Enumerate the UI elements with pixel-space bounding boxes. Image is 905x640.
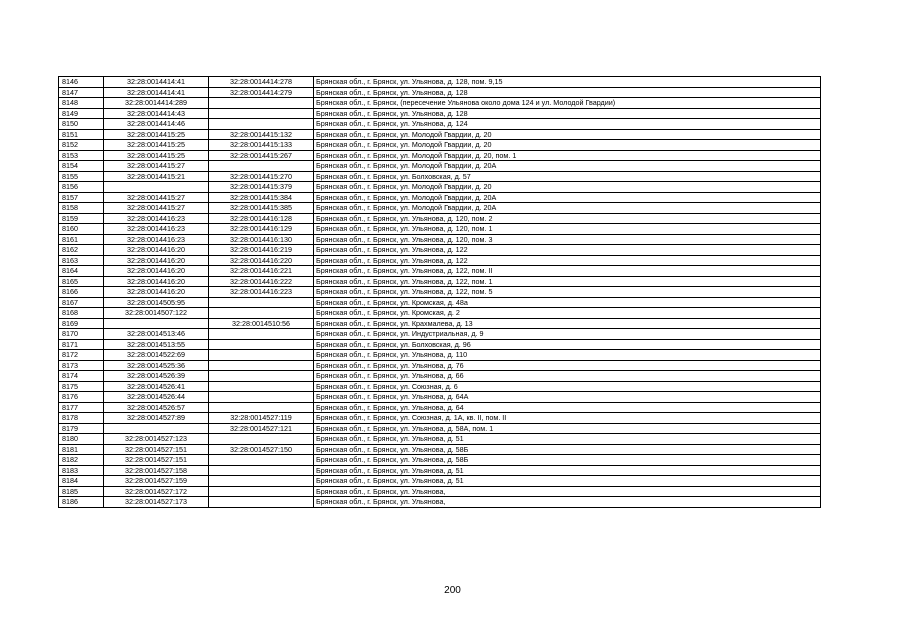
building-cadastral-number-cell: 32:28:0014510:56 [209,318,314,329]
building-cadastral-number-cell: 32:28:0014416:129 [209,224,314,235]
row-number-cell: 8167 [59,297,104,308]
row-number-cell: 8175 [59,381,104,392]
address-cell: Брянская обл., г. Брянск, ул. Ульянова, д. 64А [314,392,821,403]
land-cadastral-number-cell: 32:28:0014416:20 [104,266,209,277]
land-cadastral-number-cell: 32:28:0014513:46 [104,329,209,340]
address-cell: Брянская обл., г. Брянск, ул. Ульянова, д. 124 [314,119,821,130]
land-cadastral-number-cell: 32:28:0014416:20 [104,245,209,256]
row-number-cell: 8152 [59,140,104,151]
row-number-cell: 8182 [59,455,104,466]
row-number-cell: 8156 [59,182,104,193]
building-cadastral-number-cell: 32:28:0014415:133 [209,140,314,151]
table-row [59,371,821,382]
address-cell: Брянская обл., г. Брянск, ул. Ульянова, д. 58А, пом. 1 [314,423,821,434]
land-cadastral-number-cell: 32:28:0014527:151 [104,444,209,455]
land-cadastral-number-cell [104,318,209,329]
land-cadastral-number-cell: 32:28:0014526:44 [104,392,209,403]
land-cadastral-number-cell: 32:28:0014415:25 [104,129,209,140]
table-body [59,77,821,508]
table-row [59,171,821,182]
address-cell: Брянская обл., г. Брянск, ул. Ульянова, д. 51 [314,476,821,487]
land-cadastral-number-cell: 32:28:0014527:173 [104,497,209,508]
row-number-cell: 8165 [59,276,104,287]
building-cadastral-number-cell [209,465,314,476]
table-row [59,255,821,266]
row-number-cell: 8154 [59,161,104,172]
row-number-cell: 8173 [59,360,104,371]
table-row [59,119,821,130]
address-cell: Брянская обл., г. Брянск, ул. Ульянова, д. 76 [314,360,821,371]
building-cadastral-number-cell [209,161,314,172]
table-row [59,339,821,350]
building-cadastral-number-cell [209,497,314,508]
table-row [59,98,821,109]
land-cadastral-number-cell: 32:28:0014415:27 [104,192,209,203]
table-row [59,245,821,256]
table-row [59,423,821,434]
address-cell: Брянская обл., г. Брянск, ул. Ульянова, д. 110 [314,350,821,361]
row-number-cell: 8171 [59,339,104,350]
table-row [59,297,821,308]
row-number-cell: 8150 [59,119,104,130]
building-cadastral-number-cell [209,486,314,497]
page-number: 200 [444,585,461,596]
address-cell: Брянская обл., г. Брянск, (пересечение Ульянова около дома 124 и ул. Молодой Гвардии) [314,98,821,109]
row-number-cell: 8147 [59,87,104,98]
building-cadastral-number-cell [209,98,314,109]
land-cadastral-number-cell: 32:28:0014527:123 [104,434,209,445]
address-cell: Брянская обл., г. Брянск, ул. Индустриальная, д. 9 [314,329,821,340]
table-row [59,161,821,172]
building-cadastral-number-cell [209,476,314,487]
building-cadastral-number-cell [209,434,314,445]
address-cell: Брянская обл., г. Брянск, ул. Кромская, д. 2 [314,308,821,319]
row-number-cell: 8168 [59,308,104,319]
table-row [59,108,821,119]
table-row [59,444,821,455]
land-cadastral-number-cell: 32:28:0014414:43 [104,108,209,119]
table-row [59,150,821,161]
address-cell: Брянская обл., г. Брянск, ул. Ульянова, д. 128 [314,87,821,98]
land-cadastral-number-cell: 32:28:0014416:23 [104,224,209,235]
address-cell: Брянская обл., г. Брянск, ул. Ульянова, [314,497,821,508]
land-cadastral-number-cell: 32:28:0014415:25 [104,150,209,161]
address-cell: Брянская обл., г. Брянск, ул. Ульянова, д. 51 [314,434,821,445]
row-number-cell: 8170 [59,329,104,340]
land-cadastral-number-cell: 32:28:0014416:23 [104,213,209,224]
row-number-cell: 8159 [59,213,104,224]
address-cell: Брянская обл., г. Брянск, ул. Ульянова, д. 122 [314,255,821,266]
address-cell: Брянская обл., г. Брянск, ул. Ульянова, д. 128, пом. 9,15 [314,77,821,88]
building-cadastral-number-cell [209,402,314,413]
address-cell: Брянская обл., г. Брянск, ул. Ульянова, д. 122, пом. 1 [314,276,821,287]
address-cell: Брянская обл., г. Брянск, ул. Ульянова, д. 66 [314,371,821,382]
registry-table [58,76,821,508]
land-cadastral-number-cell: 32:28:0014415:25 [104,140,209,151]
land-cadastral-number-cell: 32:28:0014414:289 [104,98,209,109]
table-row [59,486,821,497]
land-cadastral-number-cell: 32:28:0014525:36 [104,360,209,371]
land-cadastral-number-cell: 32:28:0014416:20 [104,255,209,266]
building-cadastral-number-cell [209,339,314,350]
building-cadastral-number-cell: 32:28:0014416:222 [209,276,314,287]
row-number-cell: 8183 [59,465,104,476]
building-cadastral-number-cell [209,455,314,466]
table-row [59,402,821,413]
building-cadastral-number-cell: 32:28:0014527:119 [209,413,314,424]
address-cell: Брянская обл., г. Брянск, ул. Молодой Гвардии, д. 20 [314,140,821,151]
land-cadastral-number-cell: 32:28:0014415:27 [104,203,209,214]
address-cell: Брянская обл., г. Брянск, ул. Болховская, д. 96 [314,339,821,350]
land-cadastral-number-cell: 32:28:0014414:41 [104,87,209,98]
land-cadastral-number-cell: 32:28:0014416:20 [104,276,209,287]
building-cadastral-number-cell: 32:28:0014416:128 [209,213,314,224]
building-cadastral-number-cell: 32:28:0014415:270 [209,171,314,182]
building-cadastral-number-cell: 32:28:0014416:130 [209,234,314,245]
row-number-cell: 8157 [59,192,104,203]
row-number-cell: 8148 [59,98,104,109]
table-row [59,381,821,392]
row-number-cell: 8166 [59,287,104,298]
building-cadastral-number-cell: 32:28:0014415:379 [209,182,314,193]
building-cadastral-number-cell [209,119,314,130]
building-cadastral-number-cell [209,392,314,403]
table-row [59,350,821,361]
land-cadastral-number-cell: 32:28:0014527:89 [104,413,209,424]
building-cadastral-number-cell: 32:28:0014416:220 [209,255,314,266]
address-cell: Брянская обл., г. Брянск, ул. Ульянова, [314,486,821,497]
address-cell: Брянская обл., г. Брянск, ул. Болховская, д. 57 [314,171,821,182]
row-number-cell: 8172 [59,350,104,361]
land-cadastral-number-cell: 32:28:0014522:69 [104,350,209,361]
row-number-cell: 8185 [59,486,104,497]
table-row [59,287,821,298]
land-cadastral-number-cell: 32:28:0014527:151 [104,455,209,466]
row-number-cell: 8184 [59,476,104,487]
land-cadastral-number-cell: 32:28:0014415:27 [104,161,209,172]
land-cadastral-number-cell: 32:28:0014414:41 [104,77,209,88]
table-row [59,140,821,151]
building-cadastral-number-cell: 32:28:0014414:278 [209,77,314,88]
address-cell: Брянская обл., г. Брянск, ул. Молодой Гвардии, д. 20 [314,182,821,193]
land-cadastral-number-cell: 32:28:0014527:172 [104,486,209,497]
building-cadastral-number-cell: 32:28:0014414:279 [209,87,314,98]
table-row [59,392,821,403]
row-number-cell: 8151 [59,129,104,140]
row-number-cell: 8163 [59,255,104,266]
address-cell: Брянская обл., г. Брянск, ул. Ульянова, д. 58Б [314,455,821,466]
table-row [59,266,821,277]
table-row [59,203,821,214]
row-number-cell: 8181 [59,444,104,455]
row-number-cell: 8186 [59,497,104,508]
address-cell: Брянская обл., г. Брянск, ул. Ульянова, д. 122, пом. II [314,266,821,277]
table-row [59,213,821,224]
table-row [59,224,821,235]
building-cadastral-number-cell: 32:28:0014527:150 [209,444,314,455]
row-number-cell: 8178 [59,413,104,424]
land-cadastral-number-cell: 32:28:0014416:20 [104,287,209,298]
land-cadastral-number-cell: 32:28:0014414:46 [104,119,209,130]
row-number-cell: 8177 [59,402,104,413]
land-cadastral-number-cell: 32:28:0014505:95 [104,297,209,308]
building-cadastral-number-cell: 32:28:0014415:132 [209,129,314,140]
land-cadastral-number-cell: 32:28:0014526:39 [104,371,209,382]
table-row [59,182,821,193]
address-cell: Брянская обл., г. Брянск, ул. Союзная, д. 6 [314,381,821,392]
row-number-cell: 8160 [59,224,104,235]
address-cell: Брянская обл., г. Брянск, ул. Ульянова, д. 64 [314,402,821,413]
table-row [59,192,821,203]
address-cell: Брянская обл., г. Брянск, ул. Ульянова, д. 128 [314,108,821,119]
land-cadastral-number-cell: 32:28:0014527:159 [104,476,209,487]
building-cadastral-number-cell [209,350,314,361]
land-cadastral-number-cell [104,182,209,193]
address-cell: Брянская обл., г. Брянск, ул. Ульянова, д. 58Б [314,444,821,455]
table-row [59,276,821,287]
table-row [59,497,821,508]
address-cell: Брянская обл., г. Брянск, ул. Молодой Гвардии, д. 20А [314,203,821,214]
address-cell: Брянская обл., г. Брянск, ул. Молодой Гвардии, д. 20, пом. 1 [314,150,821,161]
building-cadastral-number-cell [209,371,314,382]
building-cadastral-number-cell: 32:28:0014416:219 [209,245,314,256]
land-cadastral-number-cell: 32:28:0014526:57 [104,402,209,413]
building-cadastral-number-cell [209,108,314,119]
table-row [59,318,821,329]
land-cadastral-number-cell: 32:28:0014507:122 [104,308,209,319]
row-number-cell: 8180 [59,434,104,445]
address-cell: Брянская обл., г. Брянск, ул. Молодой Гвардии, д. 20 [314,129,821,140]
table-row [59,465,821,476]
address-cell: Брянская обл., г. Брянск, ул. Ульянова, д. 120, пом. 2 [314,213,821,224]
address-cell: Брянская обл., г. Брянск, ул. Кромская, д. 48а [314,297,821,308]
table-row [59,455,821,466]
row-number-cell: 8146 [59,77,104,88]
address-cell: Брянская обл., г. Брянск, ул. Ульянова, д. 122, пом. 5 [314,287,821,298]
building-cadastral-number-cell [209,329,314,340]
land-cadastral-number-cell: 32:28:0014415:21 [104,171,209,182]
table-row [59,77,821,88]
address-cell: Брянская обл., г. Брянск, ул. Крахмалева, д. 13 [314,318,821,329]
land-cadastral-number-cell [104,423,209,434]
table-row [59,434,821,445]
table-row [59,476,821,487]
row-number-cell: 8174 [59,371,104,382]
row-number-cell: 8155 [59,171,104,182]
row-number-cell: 8162 [59,245,104,256]
address-cell: Брянская обл., г. Брянск, ул. Ульянова, д. 122 [314,245,821,256]
building-cadastral-number-cell [209,381,314,392]
row-number-cell: 8158 [59,203,104,214]
land-cadastral-number-cell: 32:28:0014527:158 [104,465,209,476]
building-cadastral-number-cell: 32:28:0014415:267 [209,150,314,161]
row-number-cell: 8153 [59,150,104,161]
building-cadastral-number-cell: 32:28:0014415:384 [209,192,314,203]
row-number-cell: 8176 [59,392,104,403]
building-cadastral-number-cell: 32:28:0014415:385 [209,203,314,214]
table-row [59,308,821,319]
address-cell: Брянская обл., г. Брянск, ул. Молодой Гвардии, д. 20А [314,161,821,172]
row-number-cell: 8149 [59,108,104,119]
address-cell: Брянская обл., г. Брянск, ул. Ульянова, д. 120, пом. 3 [314,234,821,245]
table-row [59,329,821,340]
building-cadastral-number-cell [209,297,314,308]
building-cadastral-number-cell [209,360,314,371]
land-cadastral-number-cell: 32:28:0014513:55 [104,339,209,350]
row-number-cell: 8179 [59,423,104,434]
table-row [59,129,821,140]
table-row [59,413,821,424]
address-cell: Брянская обл., г. Брянск, ул. Союзная, д. 1А, кв. II, пом. II [314,413,821,424]
address-cell: Брянская обл., г. Брянск, ул. Ульянова, д. 120, пом. 1 [314,224,821,235]
land-cadastral-number-cell: 32:28:0014416:23 [104,234,209,245]
table-row [59,234,821,245]
row-number-cell: 8169 [59,318,104,329]
table-row [59,360,821,371]
land-cadastral-number-cell: 32:28:0014526:41 [104,381,209,392]
row-number-cell: 8161 [59,234,104,245]
row-number-cell: 8164 [59,266,104,277]
building-cadastral-number-cell: 32:28:0014527:121 [209,423,314,434]
address-cell: Брянская обл., г. Брянск, ул. Ульянова, д. 51 [314,465,821,476]
address-cell: Брянская обл., г. Брянск, ул. Молодой Гвардии, д. 20А [314,192,821,203]
table-row [59,87,821,98]
building-cadastral-number-cell [209,308,314,319]
building-cadastral-number-cell: 32:28:0014416:221 [209,266,314,277]
building-cadastral-number-cell: 32:28:0014416:223 [209,287,314,298]
